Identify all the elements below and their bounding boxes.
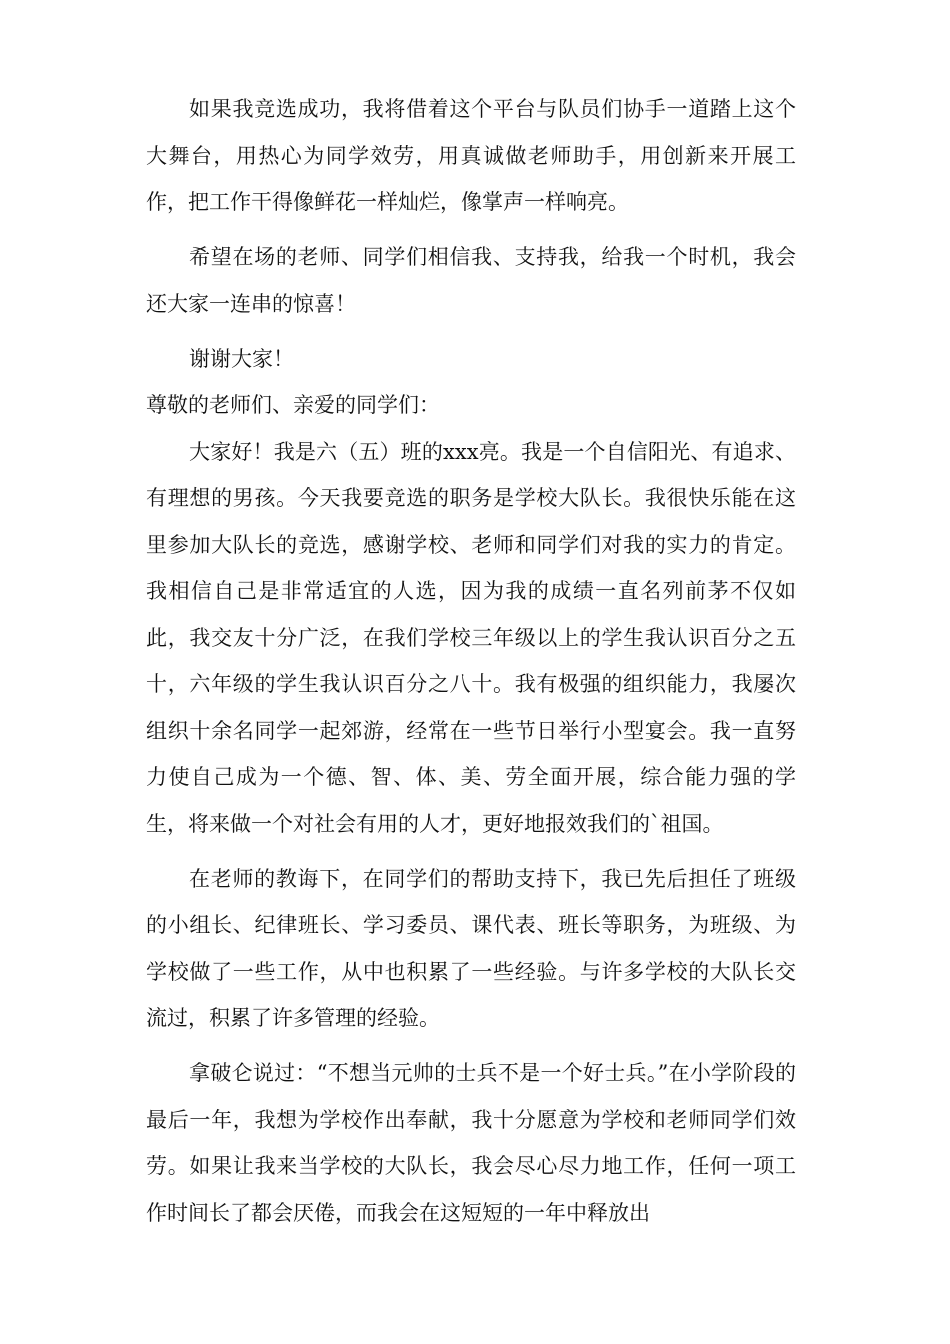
- paragraph-hope-support: 希望在场的老师、同学们相信我、支持我，给我一个时机，我会还大家一连串的惊喜！: [146, 245, 796, 316]
- paragraph-napoleon-quote: 拿破仑说过：“不想当元帅的士兵不是一个好士兵。”在小学阶段的最后一年，我想为学校作出奉献，我十分愿意为学校和老师同学们效劳。如果让我来当学校的大队长，我会尽心尽力地工作，任何一项工作时间长了都会厌倦，而我会在这短短的一年中释放出: [146, 1061, 796, 1225]
- document-page: [146, 86, 796, 1245]
- paragraph-thanks: 谢谢大家！: [189, 346, 295, 371]
- paragraph-experience: 在老师的教诲下，在同学们的帮助支持下，我已先后担任了班级的小组长、纪律班长、学习委员、课代表、班长等职务，为班级、为学校做了一些工作，从中也积累了一些经验。与许多学校的大队长交流过，积累了许多管理的经验。: [146, 866, 796, 1030]
- paragraph-success-pledge: 如果我竞选成功，我将借着这个平台与队员们协手一道踏上这个大舞台，用热心为同学效劳，用真诚做老师助手，用创新来开展工作，把工作干得像鲜花一样灿烂，像掌声一样响亮。: [146, 97, 796, 214]
- paragraph-self-introduction: 大家好！我是六（五）班的xxx亮。我是一个自信阳光、有追求、有理想的男孩。今天我要竞选的职务是学校大队长。我很快乐能在这里参加大队长的竞选，感谢学校、老师和同学们对我的实力的肯定。我相信自己是非常适宜的人选，因为我的成绩一直名列前茅不仅如此，我交友十分广泛，在我们学校三年级以上的学生我认识百分之五十，六年级的学生我认识百分之八十。我有极强的组织能力，我屡次组织十余名同学一起郊游，经常在一些节日举行小型宴会。我一直努力使自己成为一个德、智、体、美、劳全面开展，综合能力强的学生，将来做一个对社会有用的人才，更好地报效我们的`祖国。: [146, 439, 796, 836]
- paragraph-salutation: 尊敬的老师们、亲爱的同学们：: [146, 393, 440, 417]
